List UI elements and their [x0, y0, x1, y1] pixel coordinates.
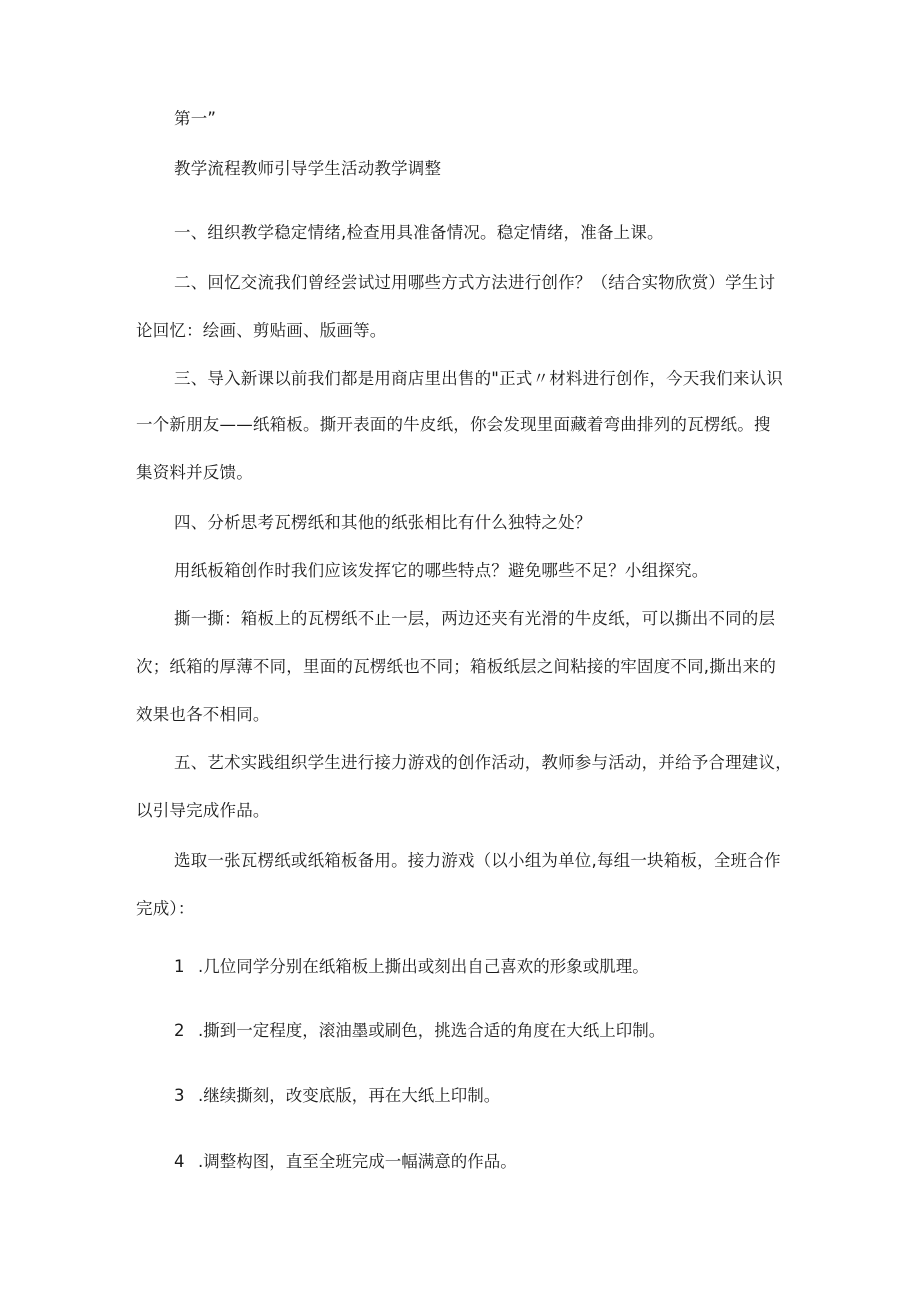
paragraph-5: 用纸板箱创作时我们应该发挥它的哪些特点？避免哪些不足？小组探究。	[174, 561, 709, 580]
paragraph-3-line-3: 集资料并反馈。	[136, 463, 253, 482]
paragraph-3-line-1: 三、导入新课以前我们都是用商店里出售的"正式〃材料进行创作，今天我们来认识	[174, 369, 783, 388]
paragraph-8-line-2: 完成）：	[136, 899, 195, 918]
page-header: 第一”	[174, 109, 217, 128]
step-text: .几位同学分别在纸箱板上撕出或刻出自己喜欢的形象或肌理。	[198, 957, 649, 976]
step-number: 1	[174, 957, 185, 976]
step-item	[174, 956, 649, 978]
paragraph-2-line-1: 二、回忆交流我们曾经尝试过用哪些方式方法进行创作？（结合实物欣赏）学生讨	[174, 273, 776, 292]
paragraph-2-line-2: 论回忆：绘画、剪贴画、版画等。	[136, 321, 387, 340]
paragraph-7-line-1: 五、艺术实践组织学生进行接力游戏的创作活动，教师参与活动，并给予合理建议，	[174, 753, 792, 772]
paragraph-6-line-1: 撕一撕：箱板上的瓦楞纸不止一层，两边还夹有光滑的牛皮纸，可以撕出不同的层	[174, 609, 776, 628]
step-number: 3	[174, 1086, 185, 1105]
step-number: 4	[174, 1152, 185, 1171]
step-text: .撕到一定程度，滚油墨或刷色，挑选合适的角度在大纸上印制。	[198, 1021, 666, 1040]
paragraph-7-line-2: 以引导完成作品。	[136, 801, 270, 820]
paragraph-3-line-2: 一个新朋友——纸箱板。撕开表面的牛皮纸，你会发现里面藏着弯曲排列的瓦楞纸。搜	[136, 415, 771, 434]
step-item	[174, 1020, 665, 1042]
paragraph-6-line-2: 次；纸箱的厚薄不同，里面的瓦楞纸也不同；箱板纸层之间粘接的牢固度不同,撕出来的	[136, 657, 777, 676]
paragraph-4: 四、分析思考瓦楞纸和其他的纸张相比有什么独特之处？	[174, 513, 592, 532]
paragraph-8-line-1: 选取一张瓦楞纸或纸箱板备用。接力游戏（以小组为单位,每组一块箱板，全班合作	[174, 851, 781, 870]
paragraph-6-line-3: 效果也各不相同。	[136, 705, 270, 724]
step-item	[174, 1085, 500, 1107]
step-text: .继续撕刻，改变底版，再在大纸上印制。	[198, 1086, 501, 1105]
step-text: .调整构图，直至全班完成一幅满意的作品。	[198, 1152, 517, 1171]
step-number: 2	[174, 1021, 185, 1040]
document-subtitle: 教学流程教师引导学生活动教学调整	[174, 159, 442, 178]
step-item	[174, 1151, 517, 1173]
paragraph-1: 一、组织教学稳定情绪,检查用具准备情况。稳定情绪，准备上课。	[174, 223, 664, 242]
